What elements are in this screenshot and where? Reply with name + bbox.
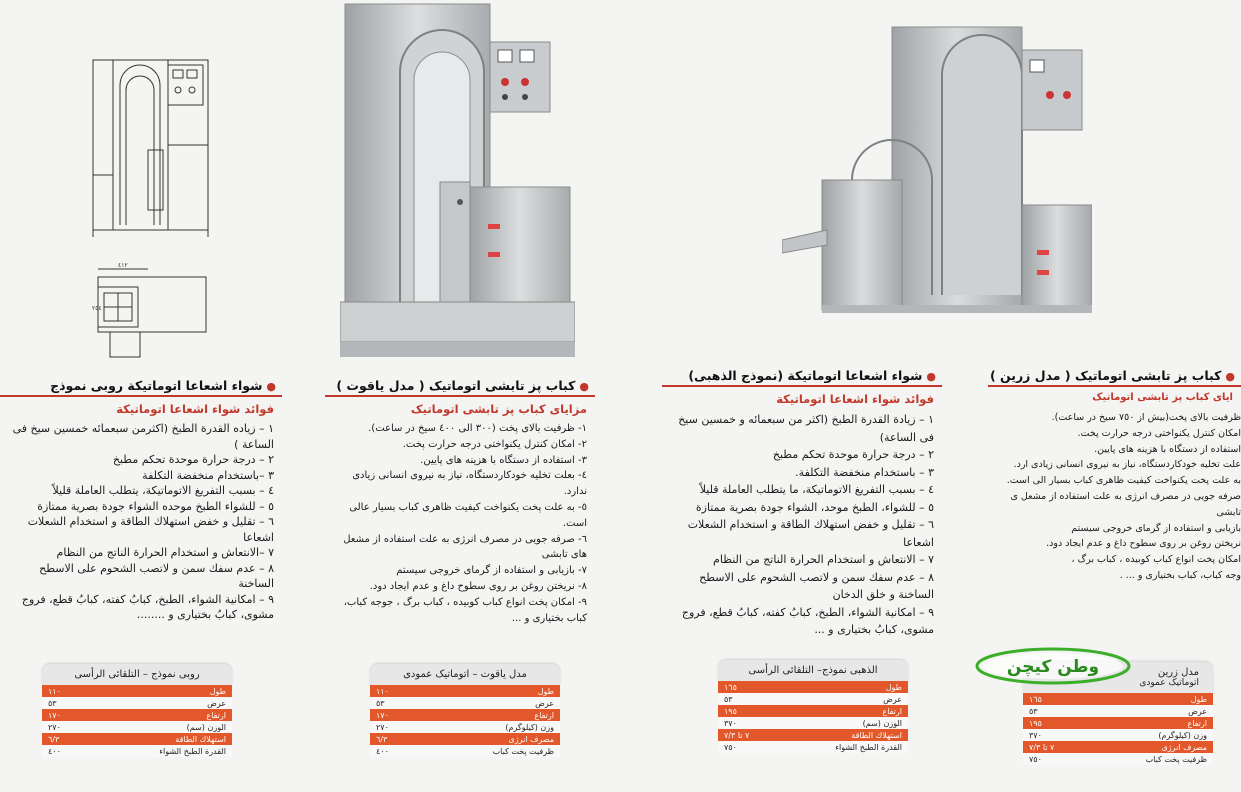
feature-item: امکان پخت انواع کباب کوبیده ، کباب برگ ، bbox=[1071, 554, 1241, 566]
brand-logo bbox=[973, 645, 1133, 687]
feature-item: ٢ – درجة حرارة موحدة تحكم مطبخ bbox=[112, 453, 274, 466]
spec-row: مصرف انرژی ٦/٣ bbox=[370, 733, 560, 745]
spec-row: عرض ٥٣ bbox=[42, 697, 232, 709]
spec-row: ارتفاع ١٧٠ bbox=[370, 709, 560, 721]
feature-item: ١ – زياده القدرة الطبخ (اكثرمن سبعمائه خمسين سيخ فى الساعة ) bbox=[12, 422, 274, 451]
feature-item: ٧- بازیابی و استفاده از گرمای خروجی سیستم bbox=[396, 565, 587, 577]
column-ruby bbox=[0, 0, 282, 792]
feature-item: ٦- صرفه جویی در مصرف انرژی به علت استفاده از مشعل های تابشی bbox=[343, 533, 587, 561]
feature-item: ظرفیت بالای پخت(بیش از ٧٥٠ سیخ در ساعت). bbox=[1051, 412, 1241, 423]
feature-item: ٨- نریختن روغن بر روی سطوح داغ و عدم ایجاد دود. bbox=[369, 580, 587, 592]
feature-item: ١ – زيادة القدرة الطبخ (اكثر من سبعمائه و خمسين سيخ فى الساعة) bbox=[678, 413, 934, 444]
feature-item: ٢ – درجة حرارة موحدة تحكم مطبخ bbox=[772, 448, 934, 461]
spec-row: ارتفاع ١٩٥ bbox=[718, 705, 908, 717]
feature-item: ٥ – للشواء الطبخ موحده الشواء جودة بصرية ممتازة bbox=[37, 499, 274, 513]
feature-item: ٧ –الانتعاش و استخدام الحرارة الناتج من النظام bbox=[56, 546, 274, 559]
feature-item: ٤ – بسبب التفريغ الاتوماتيكة، ما يتطلب العاملة قليلاً bbox=[699, 483, 934, 496]
spec-table bbox=[370, 664, 560, 757]
spec-header-line1: مدل زرین bbox=[1157, 667, 1199, 678]
spec-row: عرض ٥٣ bbox=[370, 697, 560, 709]
bullet-dot-icon: ● bbox=[579, 380, 589, 393]
features-list bbox=[662, 411, 942, 639]
spec-table bbox=[42, 664, 232, 757]
bullet-dot-icon: ● bbox=[926, 370, 936, 383]
feature-item: ١- ظرفیت بالای پخت (٣٠٠ الی ٤٠٠ سیخ در ساعت). bbox=[368, 423, 587, 434]
section-subtitle: ایای کباب پز تابشی اتوماتیک bbox=[1092, 392, 1233, 403]
spec-row: ارتفاع ١٧٠ bbox=[42, 709, 232, 721]
dimension-top-label: ٤١٢ bbox=[118, 262, 128, 269]
feature-item: بازیابی و استفاده از گرمای خروجی سیستم bbox=[1071, 522, 1241, 534]
feature-item: علت تخلیه خودکاردستگاه، نیاز به نیروی انسانی زیادی ارد. bbox=[1013, 459, 1241, 471]
feature-item: ٣- استفاده از دستگاه با هزینه های پایین. bbox=[420, 454, 587, 466]
spec-table-header: روبی نموذج – التلقائی الرأسی bbox=[42, 664, 232, 685]
section-title: ●کباب پز تابشی اتوماتیک ( مدل زرین ) bbox=[988, 368, 1241, 387]
feature-item: به علت پخت یکنواخت کیفیت ظاهری کباب بسیار الی است. bbox=[1006, 475, 1241, 487]
section-subtitle: فوائد شواء اشعاعا اتوماتيكة bbox=[776, 392, 934, 406]
spec-header-line2: اتوماتیک عمودی bbox=[1139, 678, 1199, 688]
spec-row: وزن (کیلوگرم) ٢٧٠ bbox=[370, 721, 560, 733]
spec-row: ارتفاع ١٩٥ bbox=[1023, 717, 1213, 729]
features-list bbox=[0, 421, 282, 623]
feature-item: نریختن روغن بر روی سطوح داغ و عدم ایجاد دود. bbox=[1046, 538, 1241, 550]
features-list bbox=[988, 410, 1241, 584]
feature-item: امکان کنترل یکنواختی درجه حرارت پخت. bbox=[1077, 427, 1241, 439]
machine-photo-yaqut bbox=[340, 2, 575, 362]
features-list bbox=[325, 421, 595, 626]
spec-row: عرض ٥٣ bbox=[1023, 705, 1213, 717]
feature-item: وجه کباب، کباب بختیاری و ... . bbox=[1119, 569, 1241, 581]
spec-row: استهلاك الطاقة ٧ تا ٧/٣ bbox=[718, 729, 908, 741]
spec-row: عرض ٥٣ bbox=[718, 693, 908, 705]
column-yaqut bbox=[325, 0, 595, 792]
feature-item: ٤- بعلت تخلیه خودکاردستگاه، نیاز به نیروی انسانی زیادی ندارد. bbox=[352, 470, 587, 498]
spec-row: طول ١١٠ bbox=[42, 685, 232, 697]
section-title: ●کباب پز تابشی اتوماتیک ( مدل یاقوت ) bbox=[325, 378, 595, 397]
feature-item: صرفه جویی در مصرف انرژی به علت استفاده از مشعل ی تابشی bbox=[1010, 490, 1241, 518]
feature-item: ٦ – تقليل و خفض استهلاك الطاقة و استخدام الشعلات اشعاعا bbox=[27, 515, 274, 544]
feature-item: ٢- امکان کنترل یکنواختی درجه حرارت پخت. bbox=[402, 438, 587, 450]
spec-row: القدرة الطبخ الشواء ٤٠٠ bbox=[42, 745, 232, 757]
spec-table-header: مدل یاقوت – اتوماتیک عمودی bbox=[370, 664, 560, 685]
section-title: ●شواء اشعاعا اتوماتيكة (نموذج الذهبى) bbox=[662, 368, 942, 387]
feature-item: ٣ – باستخدام منخفضة التكلفة. bbox=[795, 465, 934, 479]
section-subtitle: فوائد شواء اشعاعا اتوماتيكة bbox=[116, 402, 274, 416]
spec-row: استهلاك الطاقة ٦/٣ bbox=[42, 733, 232, 745]
spec-row: طول ١١٠ bbox=[370, 685, 560, 697]
spec-row: الوزن (سم) ٣٧٠ bbox=[718, 717, 908, 729]
technical-drawing-svg bbox=[88, 55, 213, 370]
feature-item: استفاده از دستگاه با هزینه های پایین. bbox=[1094, 443, 1241, 455]
spec-row: طول ١٦٥ bbox=[1023, 693, 1213, 705]
spec-row: وزن (کیلوگرم) ٣٧٠ bbox=[1023, 729, 1213, 741]
spec-row: ظرفیت پخت کباب ٤٠٠ bbox=[370, 745, 560, 757]
bullet-dot-icon: ● bbox=[1225, 370, 1235, 383]
feature-item: ٨ – عدم سفك سمن و لاتصب الشحوم على الاسطح الساخنة و خلق الدخان bbox=[699, 570, 934, 601]
spec-row: ظرفیت پخت کباب ٧٥٠ bbox=[1023, 753, 1213, 765]
spec-row: مصرف انرژی ٧ تا ٧/٣ bbox=[1023, 741, 1213, 753]
logo-swoosh-icon bbox=[973, 645, 1133, 687]
section-subtitle: مزایای کباب پز تابشی اتوماتیک bbox=[410, 402, 587, 416]
feature-item: ٨ – عدم سفك سمن و لاتصب الشحوم على الاسطح الساخنة bbox=[39, 561, 274, 590]
column-golden-arabic bbox=[662, 0, 942, 792]
feature-item: ٥- به علت پخت یکنواخت کیفیت ظاهری کباب بسیار عالی است. bbox=[349, 501, 587, 529]
spec-row: القدرة الطبخ الشواء ٧٥٠ bbox=[718, 741, 908, 753]
spec-table-header: الذهبى نموذج– التلقائی الرأسی bbox=[718, 660, 908, 681]
spec-row: طول ١٦٥ bbox=[718, 681, 908, 693]
feature-item: ٩ – امكانية الشواء، الطبخ، كبابُ كفته، كبابُ قطع، فروج مشوى، كبابُ بختيارى و ... bbox=[681, 605, 934, 636]
feature-item: ٣ –باستخدام منخفضة التكلفة bbox=[142, 468, 274, 482]
spec-row: الوزن (سم) ٢٧٠ bbox=[42, 721, 232, 733]
spec-table bbox=[718, 660, 908, 753]
feature-item: ٩ – امكانية الشواء، الطبخ، كبابُ كفته، كبابُ قطع، فروج مشوى، كبابُ بختيارى و ........ bbox=[21, 592, 274, 621]
feature-item: ٥ – للشواء، الطبخ موحد، الشواء جودة بصرية ممتازة bbox=[695, 500, 934, 514]
feature-item: ٩- امکان پخت انواع کباب کوبیده ، کباب برگ ، جوجه کباب، کباب بختیاری و ... bbox=[343, 596, 587, 624]
section-title: ●شواء اشعاعا اتوماتيكة روبى نموذج bbox=[0, 378, 282, 397]
bullet-dot-icon: ● bbox=[266, 380, 276, 393]
logo-text: وطن کیچن bbox=[1006, 657, 1100, 677]
technical-drawing bbox=[88, 55, 213, 370]
feature-item: ٦ – تقليل و خفض استهلاك الطاقة و استخدام الشعلات اشعاعا bbox=[687, 518, 934, 549]
feature-item: ٤ – بسبب التفريغ الاتوماتيكة، يتطلب العاملة قليلاً bbox=[52, 484, 274, 497]
dimension-side-label: ٢٥٤ bbox=[92, 305, 102, 312]
feature-item: ٧ – الانتعاش و استخدام الحرارة الناتج من النظام bbox=[713, 553, 934, 566]
machine-illustration bbox=[340, 2, 575, 362]
